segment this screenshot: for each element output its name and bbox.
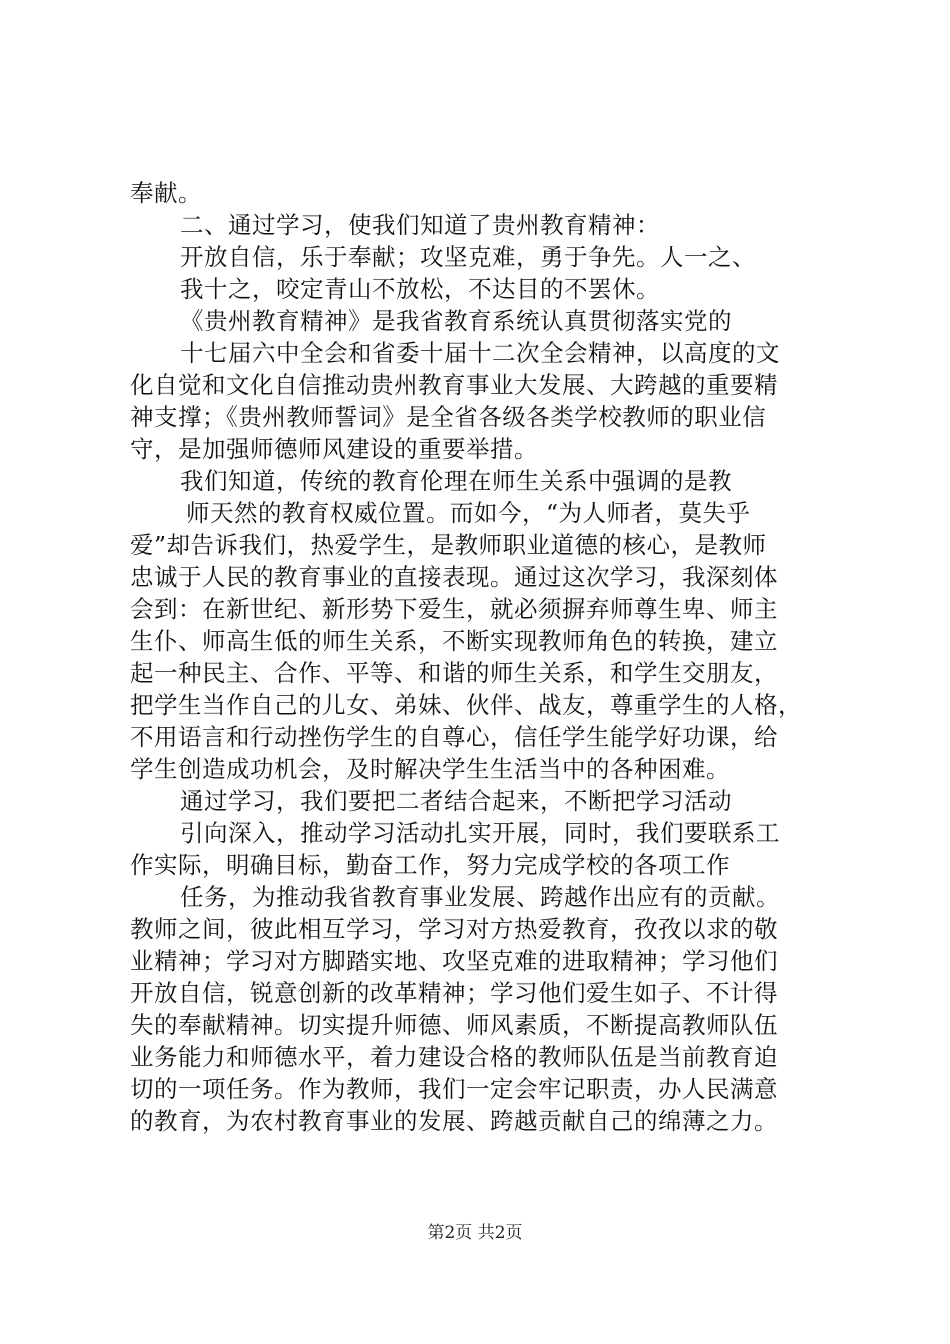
text-line: 生仆、师高生低的师生关系，不断实现教师角色的转换，建立 bbox=[130, 627, 778, 655]
text-line: 任务，为推动我省教育事业发展、跨越作出应有的贡献。 bbox=[180, 883, 780, 911]
text-line: 切的一项任务。作为教师，我们一定会牢记职责，办人民满意 bbox=[130, 1075, 778, 1103]
text-line: 师天然的教育权威位置。而如今，“为人师者，莫失乎 bbox=[186, 499, 751, 527]
text-line: 的教育，为农村教育事业的发展、跨越贡献自己的绵薄之力。 bbox=[130, 1107, 778, 1135]
text-line: 守，是加强师德师风建设的重要举措。 bbox=[130, 435, 538, 463]
text-line: 开放自信，乐于奉献；攻坚克难，勇于争先。人一之、 bbox=[180, 243, 756, 271]
text-line: 业务能力和师德水平，着力建设合格的教师队伍是当前教育迫 bbox=[130, 1043, 778, 1071]
text-line: 忠诚于人民的教育事业的直接表现。通过这次学习，我深刻体 bbox=[130, 563, 778, 591]
text-line: 失的奉献精神。切实提升师德、师风素质，不断提高教师队伍 bbox=[130, 1011, 778, 1039]
text-line: 业精神；学习对方脚踏实地、攻坚克难的进取精神；学习他们 bbox=[130, 947, 778, 975]
text-line: 教师之间，彼此相互学习，学习对方热爱教育，孜孜以求的敬 bbox=[130, 915, 778, 943]
text-line: 我十之，咬定青山不放松，不达目的不罢休。 bbox=[180, 275, 660, 303]
text-line: 化自觉和文化自信推动贵州教育事业大发展、大跨越的重要精 bbox=[130, 371, 778, 399]
text-line: 起一种民主、合作、平等、和谐的师生关系，和学生交朋友， bbox=[130, 659, 778, 687]
text-line: 会到：在新世纪、新形势下爱生，就必须摒弃师尊生卑、师主 bbox=[130, 595, 778, 623]
text-line: 爱”却告诉我们，热爱学生，是教师职业道德的核心，是教师 bbox=[130, 531, 767, 559]
text-line: 《贵州教育精神》是我省教育系统认真贯彻落实党的 bbox=[180, 307, 732, 335]
text-line: 奉献。 bbox=[130, 179, 202, 207]
text-line: 我们知道，传统的教育伦理在师生关系中强调的是教 bbox=[180, 467, 732, 495]
text-line: 把学生当作自己的儿女、弟妹、伙伴、战友，尊重学生的人格， bbox=[130, 691, 802, 719]
text-line: 二、通过学习，使我们知道了贵州教育精神： bbox=[180, 211, 660, 239]
text-line: 十七届六中全会和省委十届十二次全会精神，以高度的文 bbox=[180, 339, 780, 367]
text-line: 学生创造成功机会，及时解决学生生活当中的各种困难。 bbox=[130, 755, 730, 783]
page-number-footer: 第2页 共2页 bbox=[427, 1223, 523, 1243]
text-line: 作实际，明确目标，勤奋工作，努力完成学校的各项工作 bbox=[130, 851, 730, 879]
text-line: 引向深入，推动学习活动扎实开展，同时，我们要联系工 bbox=[180, 819, 780, 847]
text-line: 开放自信，锐意创新的改革精神；学习他们爱生如子、不计得 bbox=[130, 979, 778, 1007]
text-line: 通过学习，我们要把二者结合起来，不断把学习活动 bbox=[180, 787, 732, 815]
text-line: 不用语言和行动挫伤学生的自尊心，信任学生能学好功课，给 bbox=[130, 723, 778, 751]
text-line: 神支撑；《贵州教师誓词》是全省各级各类学校教师的职业信 bbox=[130, 403, 767, 431]
